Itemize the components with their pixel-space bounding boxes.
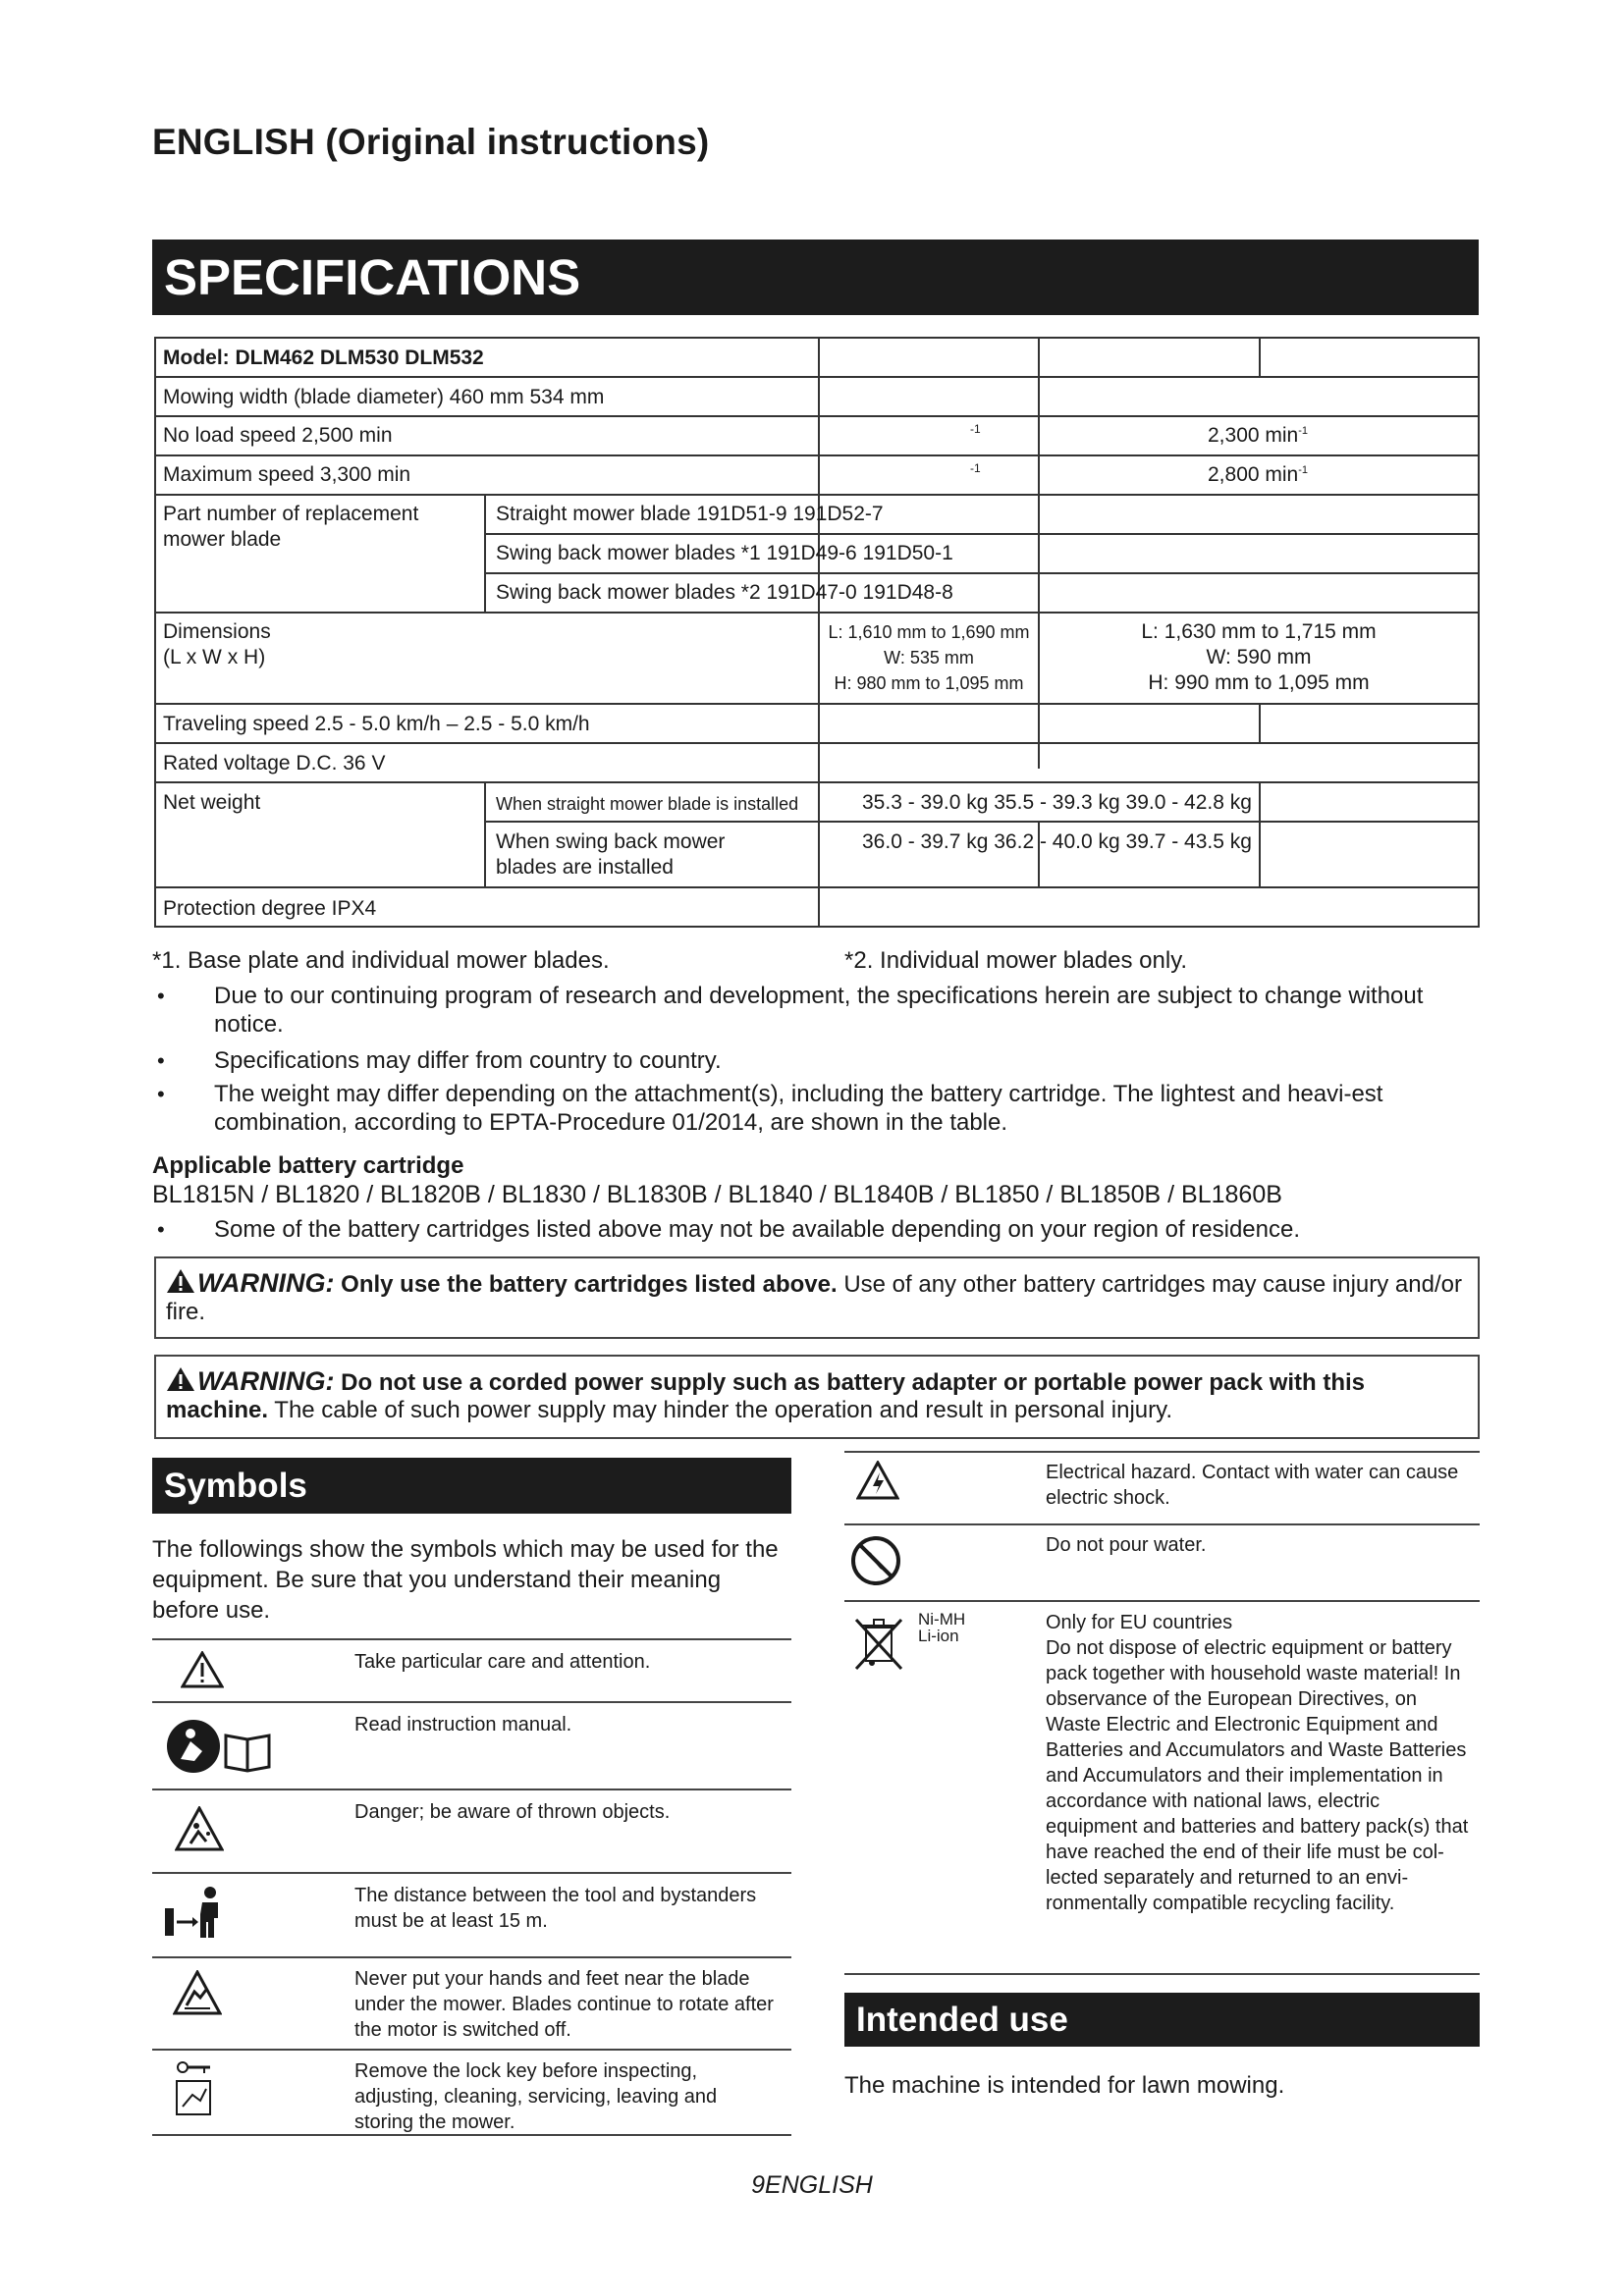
warning-triangle-icon: [166, 1366, 195, 1392]
symbol-text-5: Never put your hands and feet near the blade under the mower. Blades continue to rotate after the motor is switched off.: [354, 1968, 774, 2041]
symbol-text-electrical: Electrical hazard. Contact with water can cause electric shock.: [1046, 1462, 1459, 1509]
specifications-heading: SPECIFICATIONS: [152, 240, 1479, 315]
part-number-label: Part number of replacement mower blade: [163, 503, 419, 551]
warning-box-1: WARNING: Only use the battery cartridges listed above. Use of any other battery cartridges may cause injury and/or fire.: [154, 1256, 1480, 1339]
rated-voltage-row: Rated voltage D.C. 36 V: [163, 752, 386, 774]
protection-row: Protection degree IPX4: [163, 897, 377, 920]
page-footer: 9ENGLISH: [751, 2171, 873, 2199]
weee-bin-icon: [850, 1614, 907, 1671]
net-weight-label: Net weight: [163, 791, 261, 814]
intended-use-text: The machine is intended for lawn mowing.: [844, 2072, 1285, 2099]
no-load-speed-label: No load speed 2,500 min: [163, 424, 393, 447]
symbols-intro: The followings show the symbols which may be used for the equipment. Be sure that you understand their meaning before use.: [152, 1536, 779, 1624]
bystander-distance-icon: [163, 1885, 228, 1940]
net-weight-swing-label: When swing back mower blades are installed: [496, 830, 726, 879]
footnote-2: *2. Individual mower blades only.: [844, 947, 1188, 974]
dimensions-mid-l: L: 1,610 mm to 1,690 mm: [828, 622, 1030, 642]
dimensions-mid-h: H: 980 mm to 1,095 mm: [834, 673, 1024, 693]
lock-key-icon: [173, 2059, 216, 2118]
warning-triangle-icon: [181, 1651, 224, 1688]
electrical-hazard-icon: [856, 1461, 899, 1500]
battery-list: BL1815N / BL1820 / BL1820B / BL1830 / BL1830B / BL1840 / BL1840B / BL1850 / BL1850B / BL1860B: [152, 1181, 1282, 1208]
symbol-text-4: The distance between the tool and bystanders must be at least 15 m.: [354, 1885, 757, 1932]
max-speed-sup: -1: [970, 461, 981, 475]
read-manual-icon: [165, 1718, 273, 1775]
symbols-heading: Symbols: [152, 1458, 791, 1514]
no-load-speed-sup: -1: [970, 422, 981, 436]
intended-use-heading: Intended use: [844, 1993, 1480, 2047]
model-row: Model: DLM462 DLM530 DLM532: [163, 347, 484, 369]
max-speed-label: Maximum speed 3,300 min: [163, 463, 411, 486]
spec-bullet-3: The weight may differ depending on the attachment(s), including the battery cartridge. The lightest and heavi-est combination, according to EPTA-Procedure 01/2014, are shown in the table.: [214, 1081, 1383, 1136]
part-swing1: Swing back mower blades *1 191D49-6 191D50-1: [496, 542, 953, 564]
warning-box-2: WARNING: Do not use a corded power supply such as battery adapter or portable power pack with this machine. The cable of such power supply may hinder the operation and result in personal injury.: [154, 1355, 1480, 1439]
warning-triangle-icon: [166, 1268, 195, 1294]
part-straight: Straight mower blade 191D51-9 191D52-7: [496, 503, 884, 525]
dimensions-label-1: Dimensions: [163, 620, 271, 643]
symbol-text-eu: Do not dispose of electric equipment or battery pack together with household waste material! In observance of the European Directives, on Waste Electric and Electronic Equipment and Batteries and Accumulators and Waste Batteries and Accumulators and their implementation in accordance with national laws, electric equipment and batteries and battery pack(s) that have reached the end of their life must be col-lected separately and returned to an envi-ronmentally compatible recycling facility.: [1046, 1637, 1469, 1914]
traveling-speed-row: Traveling speed 2.5 - 5.0 km/h – 2.5 - 5.0 km/h: [163, 713, 590, 735]
net-weight-straight-values: 35.3 - 39.0 kg 35.5 - 39.3 kg 39.0 - 42.8 kg: [862, 791, 1252, 814]
dimensions-right-h: H: 990 mm to 1,095 mm: [1148, 671, 1370, 694]
dimensions-label-2: (L x W x H): [163, 646, 266, 668]
mowing-width-row: Mowing width (blade diameter) 460 mm 534 mm: [163, 386, 605, 408]
battery-note: Some of the battery cartridges listed above may not be available depending on your region of residence.: [214, 1216, 1301, 1243]
language-title: ENGLISH (Original instructions): [152, 122, 710, 162]
symbol-text-2: Read instruction manual.: [354, 1714, 572, 1735]
net-weight-straight-label: When straight mower blade is installed: [496, 794, 799, 814]
dimensions-mid-w: W: 535 mm: [884, 648, 974, 667]
no-load-speed-right: 2,300 $\min^{-1}$: [1208, 424, 1309, 447]
liion-label: Li-ion: [918, 1627, 959, 1645]
dimensions-right-l: L: 1,630 mm to 1,715 mm: [1141, 620, 1377, 643]
battery-heading: Applicable battery cartridge: [152, 1152, 464, 1179]
nimh-label: Ni-MH: [918, 1610, 966, 1629]
max-speed-right: 2,800 $\min^{-1}$: [1208, 463, 1309, 486]
footnote-1: *1. Base plate and individual mower blades.: [152, 947, 610, 974]
no-water-icon: [850, 1535, 901, 1586]
dimensions-right-w: W: 590 mm: [1206, 646, 1312, 668]
hands-feet-blade-icon: [173, 1970, 222, 2015]
symbol-text-3: Danger; be aware of thrown objects.: [354, 1801, 671, 1823]
symbol-text-eu-title: Only for EU countries: [1046, 1612, 1233, 1633]
symbol-text-1: Take particular care and attention.: [354, 1651, 651, 1673]
net-weight-swing-values: 36.0 - 39.7 kg 36.2 - 40.0 kg 39.7 - 43.5 kg: [862, 830, 1252, 853]
thrown-objects-icon: [175, 1806, 224, 1851]
part-swing2: Swing back mower blades *2 191D47-0 191D48-8: [496, 581, 953, 604]
spec-bullet-1: Due to our continuing program of research and development, the specifications herein are subject to change without notice.: [214, 983, 1424, 1038]
symbol-text-6: Remove the lock key before inspecting, adjusting, cleaning, servicing, leaving and storing the mower.: [354, 2060, 718, 2133]
spec-bullet-2: Specifications may differ from country to country.: [214, 1047, 722, 1074]
symbol-text-water: Do not pour water.: [1046, 1534, 1207, 1556]
